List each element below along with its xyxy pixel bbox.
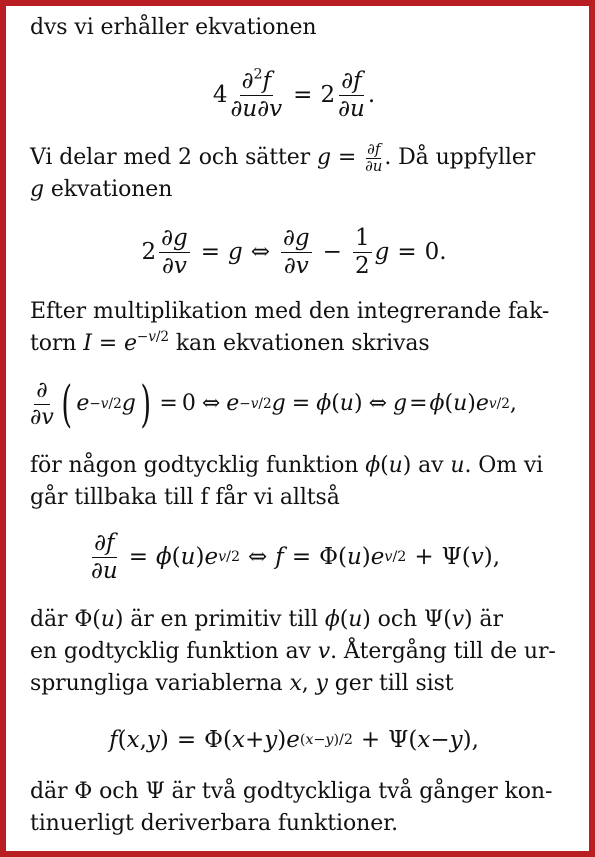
equation-5: f ( x , y ) = Φ( x + y ) e (x−y)/2 + Ψ( x − y ), (109, 726, 479, 753)
paragraph-3-text-c: kan ekvationen skrivas (175, 331, 430, 356)
paragraph-4-text-a: för någon godtycklig funktion (30, 453, 359, 478)
paragraph-5-text-d: är (479, 607, 503, 632)
paragraph-3-text-a: Efter multiplikation med den integrerande fak- (30, 299, 550, 324)
paragraph-2: Vi delar med 2 och sätter g = $\frac{\partial f}{\partial u}$ . Då uppfyller g ekvationen (30, 140, 536, 202)
paragraph-5-text-h: ger till sist (334, 671, 454, 696)
paragraph-5-text-b: är en primitiv till (130, 607, 318, 632)
equation-2: 2 $\frac{\partial g}{\partial v}$ = g ⇔ $\frac{\partial g}{\partial v}$ − $\frac{1}{2}$ g = 0. (141, 224, 447, 279)
paragraph-5-text-g: sprungliga variablerna (30, 671, 283, 696)
equation-3: $\frac{\partial}{\partial v}$ ( e −v/2 g ) = 0 ⇔ e −v/2 g = ϕ ( u ) ⇔ g = ϕ ( u ) e v/2 , (30, 375, 517, 433)
text-line-1 (30, 12, 558, 44)
paragraph-6-text-b: tinuerligt deriverbara funktioner. (30, 811, 399, 836)
paragraph-4: för någon godtycklig funktion ϕ(u) av u. Om vi går tillbaka till f får vi alltså (30, 453, 544, 510)
paragraph-6 (30, 776, 558, 840)
paragraph-4-text-c: . Om vi (464, 453, 544, 478)
paragraph-5-text-e: en godtycklig funktion av (30, 639, 311, 664)
equation-1: 4 $\frac{\partial^2f}{\partial u\partial v}$ = 2 $\frac{\partial f}{\partial u}$ . (212, 66, 376, 122)
paragraph-5-text-f: . Återgång till de ur- (330, 639, 556, 664)
paragraph-4-text-d: går tillbaka till f får vi alltså (30, 485, 340, 510)
paragraph-2-text-c: ekvationen (50, 177, 173, 202)
paragraph-5: där Φ(u) är en primitiv till ϕ(u) och Ψ(v) är en godtycklig funktion av v. Återgång till de ur- sprungliga variablerna x, y ger till sist (30, 607, 556, 696)
paragraph-3: Efter multiplikation med den integrerande fak- torn $I = e^{-v/2}$ kan ekvationen skrivas (30, 299, 550, 356)
paragraph-4-text-b: av (418, 453, 444, 478)
paragraph-6-text-a: där Φ och Ψ är två godtyckliga två gånger kon- (30, 779, 553, 804)
equation-4: $\frac{\partial f}{\partial u}$ = ϕ ( u ) e v/2 ⇔ f = Φ( u ) e v/2 + Ψ( v ), (90, 529, 501, 584)
paragraph-2-text-b: . Då uppfyller (384, 145, 536, 170)
paragraph-5-text-a: där (30, 607, 68, 632)
paragraph-3-text-b: torn (30, 331, 77, 356)
paragraph-5-text-c: och (377, 607, 418, 632)
paragraph-2-text-a: Vi delar med 2 och sätter (30, 145, 311, 170)
intro-text: dvs vi erhåller ekvationen (30, 15, 317, 40)
